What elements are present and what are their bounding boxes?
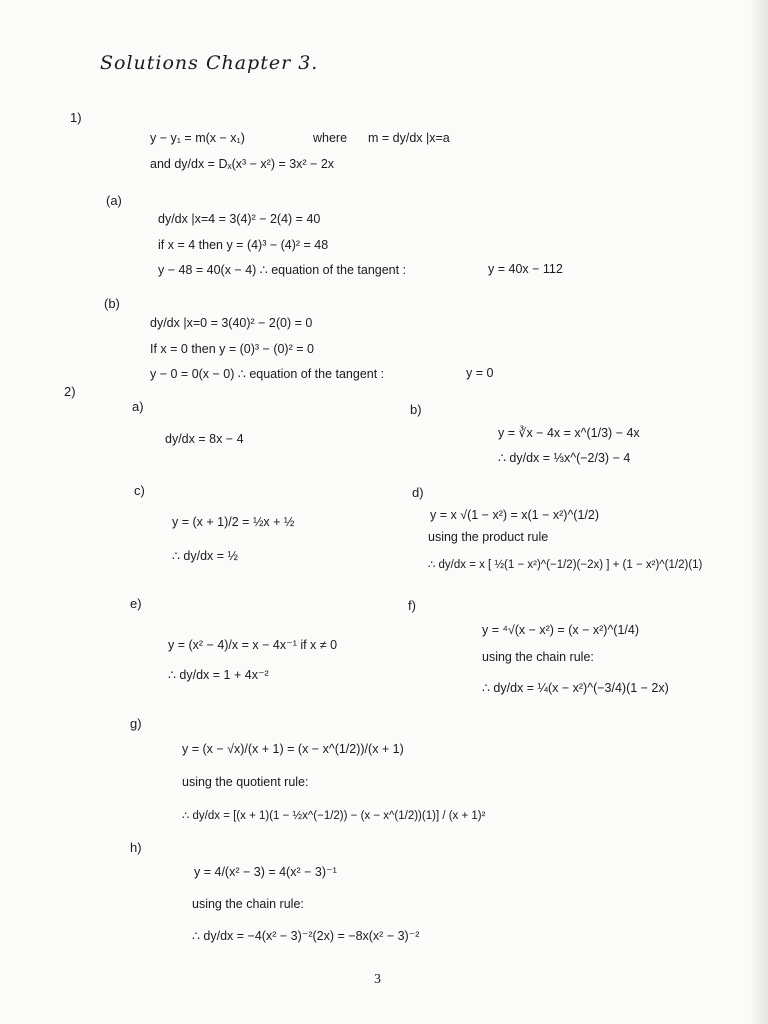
q2b-label: b) [410, 402, 422, 417]
q2f-line2: using the chain rule: [482, 650, 594, 664]
q2c-line2: ∴ dy/dx = ½ [172, 549, 238, 563]
q2h-line2: using the chain rule: [192, 897, 304, 911]
q2a-line1: dy/dx = 8x − 4 [165, 432, 244, 446]
q2d-label: d) [412, 485, 424, 500]
q2-label: 2) [64, 384, 76, 399]
q2c-label: c) [134, 483, 145, 498]
q1-where: where [313, 131, 348, 145]
q2h-line1: y = 4/(x² − 3) = 4(x² − 3)⁻¹ [194, 865, 337, 879]
q2e-label: e) [130, 596, 142, 611]
q2g-line2: using the quotient rule: [182, 775, 309, 789]
q2f-line3: ∴ dy/dx = ¼(x − x²)^(−3/4)(1 − 2x) [482, 681, 669, 695]
q1-line1b: m = dy/dx |x=a [368, 131, 450, 145]
q2e-line2: ∴ dy/dx = 1 + 4x⁻² [168, 668, 269, 682]
q2f-line1: y = ⁴√(x − x²) = (x − x²)^(1/4) [482, 623, 640, 637]
q1a-line3: y − 48 = 40(x − 4) ∴ equation of the tangent : [158, 263, 407, 277]
q2d-line2: using the product rule [428, 530, 549, 544]
q2d-line3: ∴ dy/dx = x [ ½(1 − x²)^(−1/2)(−2x) ] + (1 − x²)^(1/2)(1) [428, 559, 703, 571]
q2d-line1: y = x √(1 − x²) = x(1 − x²)^(1/2) [430, 508, 600, 522]
q2g-label: g) [130, 716, 142, 731]
q1b-label: (b) [104, 296, 120, 311]
q2h-line3: ∴ dy/dx = −4(x² − 3)⁻²(2x) = −8x(x² − 3)⁻² [192, 929, 420, 943]
q1a-line2: if x = 4 then y = (4)³ − (4)² = 48 [158, 238, 329, 252]
q2b-line1: y = ∛x − 4x = x^(1/3) − 4x [498, 426, 640, 440]
q1-line2: and dy/dx = Dₓ(x³ − x²) = 3x² − 2x [150, 157, 335, 171]
q1a-line1: dy/dx |x=4 = 3(4)² − 2(4) = 40 [158, 212, 321, 226]
page-edge-shadow [750, 0, 768, 1024]
q2c-line1: y = (x + 1)/2 = ½x + ½ [172, 515, 295, 529]
q2e-line1: y = (x² − 4)/x = x − 4x⁻¹ if x ≠ 0 [168, 638, 338, 652]
q1b-line2: If x = 0 then y = (0)³ − (0)² = 0 [150, 342, 314, 356]
q1b-line1: dy/dx |x=0 = 3(40)² − 2(0) = 0 [150, 316, 313, 330]
q2g-line3: ∴ dy/dx = [(x + 1)(1 − ½x^(−1/2)) − (x − x^(1/2))(1)] / (x + 1)² [182, 810, 486, 822]
q1b-line3: y − 0 = 0(x − 0) ∴ equation of the tangent : [150, 367, 385, 381]
q2a-label: a) [132, 399, 144, 414]
q2g-line1: y = (x − √x)/(x + 1) = (x − x^(1/2))/(x + 1) [182, 742, 404, 756]
page-number: 3 [374, 972, 381, 987]
q2h-label: h) [130, 840, 142, 855]
q2f-label: f) [408, 598, 416, 613]
q1-line1: y − y₁ = m(x − x₁) [150, 131, 245, 145]
page-title: Solutions Chapter 3. [100, 52, 319, 74]
q1a-tangent: y = 40x − 112 [488, 262, 563, 276]
q1b-tangent: y = 0 [466, 366, 494, 380]
q1a-label: (a) [106, 193, 122, 208]
q1-label: 1) [70, 110, 82, 125]
q2b-line2: ∴ dy/dx = ⅓x^(−2/3) − 4 [498, 451, 631, 465]
